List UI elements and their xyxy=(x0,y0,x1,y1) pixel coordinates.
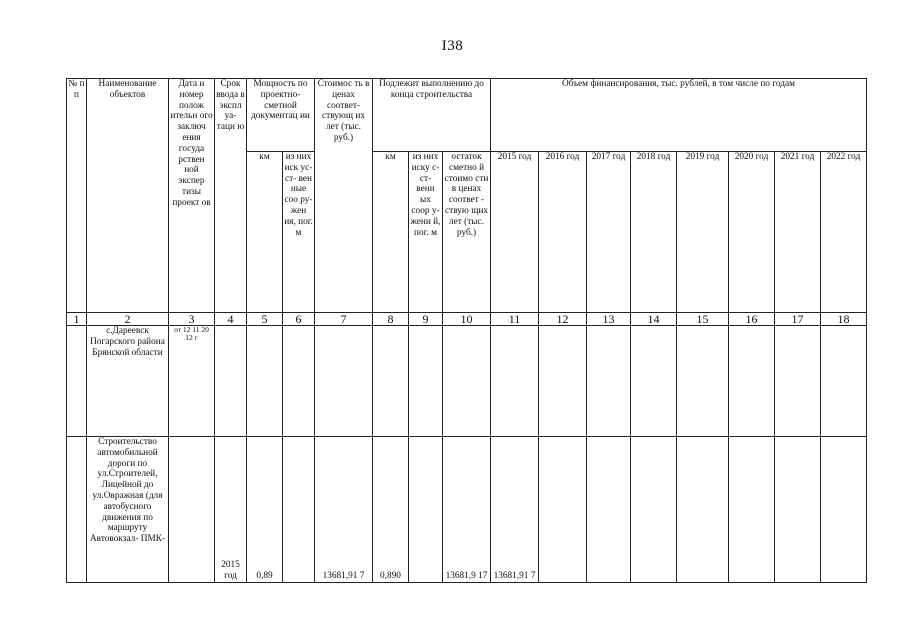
year-2022-cell xyxy=(821,326,867,437)
table-row xyxy=(67,326,867,437)
column-number: 8 xyxy=(373,313,409,326)
column-number: 13 xyxy=(587,313,631,326)
header-year-2016: 2016 год xyxy=(539,152,587,313)
header-col-1: № п п xyxy=(67,79,87,313)
header-year-2015: 2015 год xyxy=(491,152,539,313)
column-number: 2 xyxy=(87,313,169,326)
structures-cell xyxy=(283,437,315,583)
header-year-2022: 2022 год xyxy=(821,152,867,313)
km-cell xyxy=(247,326,283,437)
year-2020-cell xyxy=(729,437,775,583)
remaining-km-cell: 0,890 xyxy=(373,437,409,583)
table-row xyxy=(67,437,867,583)
column-number: 1 xyxy=(67,313,87,326)
year-2022-cell xyxy=(821,437,867,583)
year-2015-cell xyxy=(491,326,539,437)
column-number: 7 xyxy=(315,313,373,326)
column-number: 3 xyxy=(169,313,215,326)
object-name-cell: с.Дареевск Погарского района Брянской области xyxy=(87,326,169,437)
year-2021-cell xyxy=(775,437,821,583)
header-col-5: км xyxy=(247,152,283,313)
column-number: 17 xyxy=(775,313,821,326)
header-year-2019: 2019 год xyxy=(677,152,729,313)
column-number-row xyxy=(67,313,867,326)
year-2016-cell xyxy=(539,437,587,583)
header-col-6: из них иск ус- ст- вен ные соо ру- жен ия, пог. м xyxy=(283,152,315,313)
term-cell xyxy=(215,326,247,437)
construction-financing-table xyxy=(66,78,867,583)
column-number: 9 xyxy=(409,313,443,326)
year-2018-cell xyxy=(631,437,677,583)
column-number: 4 xyxy=(215,313,247,326)
year-2017-cell xyxy=(587,437,631,583)
row-number-cell xyxy=(67,326,87,437)
header-col-9: из них иску с-ст- венн ых соор у- жени й, пог. м xyxy=(409,152,443,313)
header-col-8: км xyxy=(373,152,409,313)
remaining-structures-cell xyxy=(409,326,443,437)
year-2015-cell: 13681,91 7 xyxy=(491,437,539,583)
km-cell: 0,89 xyxy=(247,437,283,583)
column-number: 5 xyxy=(247,313,283,326)
year-2016-cell xyxy=(539,326,587,437)
remaining-cost-cell xyxy=(443,326,491,437)
remaining-km-cell xyxy=(373,326,409,437)
year-2019-cell xyxy=(677,437,729,583)
term-cell: 2015 год xyxy=(215,437,247,583)
column-number: 16 xyxy=(729,313,775,326)
header-col-4: Срок ввода в экспл уа- таци ю xyxy=(215,79,247,313)
row-number-cell xyxy=(67,437,87,583)
header-col-2: Наименование объектов xyxy=(87,79,169,313)
page-number: I38 xyxy=(441,38,464,54)
header-col-10: остаток сметно й стоимо сти в ценах соответ - ствую щих лет (тыс. руб.) xyxy=(443,152,491,313)
header-remaining-group: Подлежит выполнению до конца строительства xyxy=(373,79,491,152)
header-financing-group: Объем финансирования, тыс. рублей, в том числе по годам xyxy=(491,79,867,152)
header-year-2018: 2018 год xyxy=(631,152,677,313)
object-name-cell: Строительство автомобильной дороги по ул.Строителей, Лицейной до ул.Овражная (для автобусного движения по маршруту Автовокзал- ПМК- xyxy=(87,437,169,583)
remaining-structures-cell xyxy=(409,437,443,583)
header-capacity-group: Мощность по проектно- сметной документац ии xyxy=(247,79,315,152)
year-2018-cell xyxy=(631,326,677,437)
cost-cell: 13681,91 7 xyxy=(315,437,373,583)
remaining-cost-cell: 13681,9 17 xyxy=(443,437,491,583)
column-number: 6 xyxy=(283,313,315,326)
cost-cell xyxy=(315,326,373,437)
column-number: 18 xyxy=(821,313,867,326)
expertise-cell xyxy=(169,437,215,583)
column-number: 14 xyxy=(631,313,677,326)
header-col-7: Стоимос ть в ценах соответ- ствующ их лет (тыс. руб.) xyxy=(315,79,373,313)
structures-cell xyxy=(283,326,315,437)
column-number: 10 xyxy=(443,313,491,326)
column-number: 15 xyxy=(677,313,729,326)
year-2021-cell xyxy=(775,326,821,437)
column-number: 11 xyxy=(491,313,539,326)
year-2020-cell xyxy=(729,326,775,437)
header-year-2017: 2017 год xyxy=(587,152,631,313)
header-year-2020: 2020 год xyxy=(729,152,775,313)
header-col-3: Дата и номер полож ительн ого заключ ения госуда рствен ной экспер тизы проект ов xyxy=(169,79,215,313)
year-2017-cell xyxy=(587,326,631,437)
year-2019-cell xyxy=(677,326,729,437)
expertise-cell: от 12 11 20 12 г xyxy=(169,326,215,437)
header-year-2021: 2021 год xyxy=(775,152,821,313)
column-number: 12 xyxy=(539,313,587,326)
